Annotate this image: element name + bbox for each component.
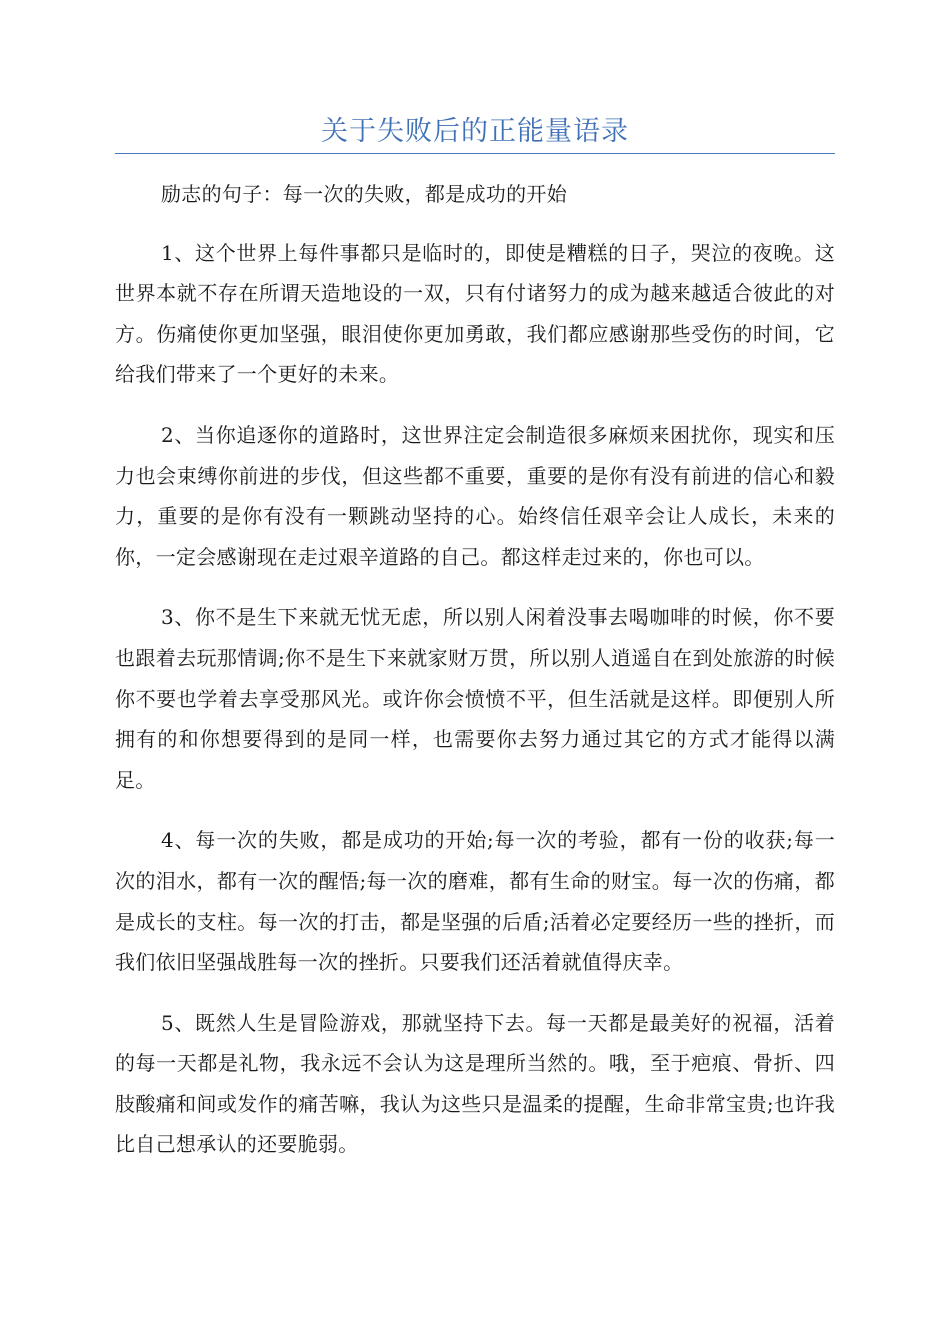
paragraph-3: 3、你不是生下来就无忧无虑，所以别人闲着没事去喝咖啡的时候，你不要也跟着去玩那情调;你不是生下来就家财万贯，所以别人逍遥自在到处旅游的时候你不要也学着去享受那风光。或许你会愤愤不平，但生活就是这样。即便别人所拥有的和你想要得到的是同一样，也需要你去努力通过其它的方式才能得以满足。 <box>115 605 835 792</box>
paragraph-4: 4、每一次的失败，都是成功的开始;每一次的考验，都有一份的收获;每一次的泪水，都有一次的醒悟;每一次的磨难，都有生命的财宝。每一次的伤痛，都是成长的支柱。每一次的打击，都是坚强的后盾;活着必定要经历一些的挫折，而我们依旧坚强战胜每一次的挫折。只要我们还活着就值得庆幸。 <box>115 828 835 975</box>
paragraph-1: 1、这个世界上每件事都只是临时的，即使是糟糕的日子，哭泣的夜晚。这世界本就不存在所谓天造地设的一双，只有付诸努力的成为越来越适合彼此的对方。伤痛使你更加坚强，眼泪使你更加勇敢，我们都应感谢那些受伤的时间，它给我们带来了一个更好的未来。 <box>115 240 835 387</box>
paragraph-2: 2、当你追逐你的道路时，这世界注定会制造很多麻烦来困扰你，现实和压力也会束缚你前进的步伐，但这些都不重要，重要的是你有没有前进的信心和毅力，重要的是你有没有一颗跳动坚持的心。始终信任艰辛会让人成长，未来的你，一定会感谢现在走过艰辛道路的自己。都这样走过来的，你也可以。 <box>115 422 835 569</box>
title-divider <box>115 153 835 154</box>
paragraph-5: 5、既然人生是冒险游戏，那就坚持下去。每一天都是最美好的祝福，活着的每一天都是礼物，我永远不会认为这是理所当然的。哦，至于疤痕、骨折、四肢酸痛和间或发作的痛苦嘛，我认为这些只是温柔的提醒，生命非常宝贵;也许我比自己想承认的还要脆弱。 <box>115 1010 835 1157</box>
document-body <box>115 174 835 1185</box>
document-title: 关于失败后的正能量语录 <box>321 116 629 147</box>
intro-paragraph: 励志的句子：每一次的失败，都是成功的开始 <box>161 182 567 206</box>
